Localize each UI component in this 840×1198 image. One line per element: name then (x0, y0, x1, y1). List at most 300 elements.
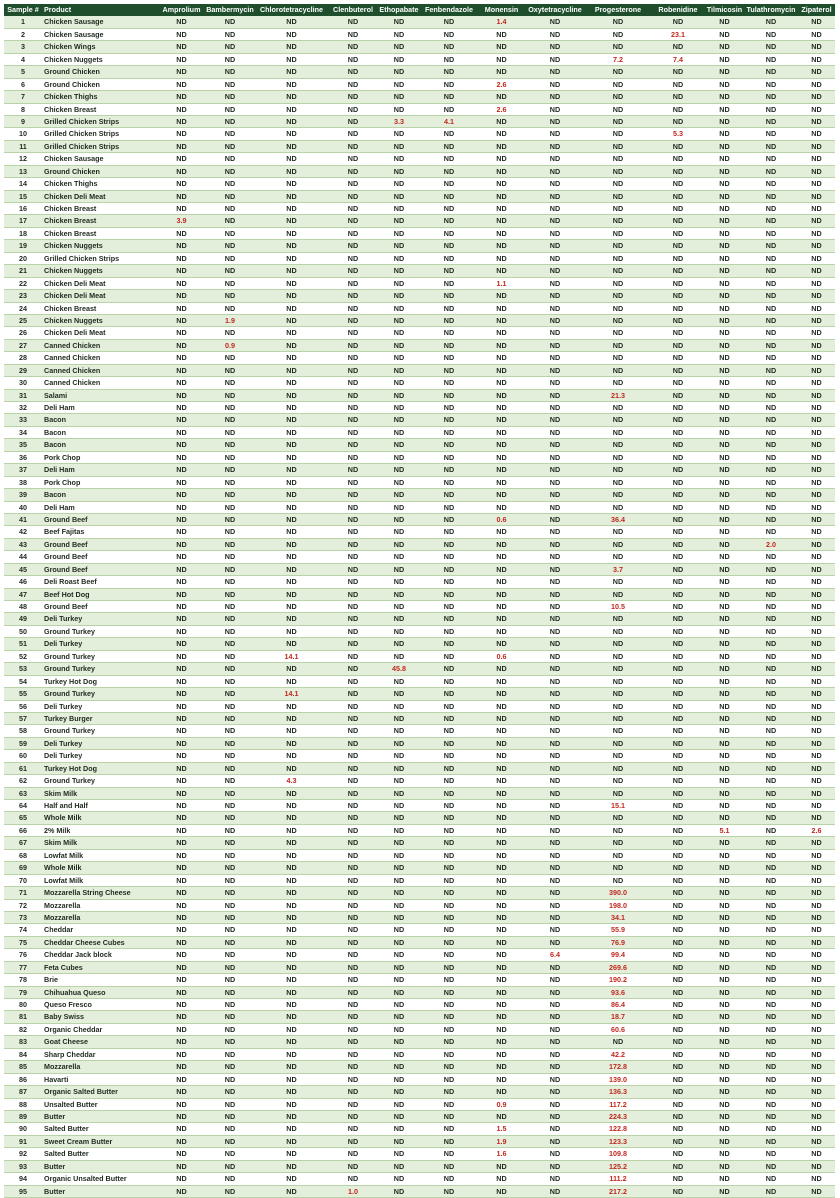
chlorotetracycline-cell: ND (255, 327, 328, 339)
robenidine-cell: ND (651, 999, 705, 1011)
monensin-cell: ND (478, 203, 525, 215)
progesterone-cell: 139.0 (585, 1073, 651, 1085)
ethopabate-cell: ND (378, 389, 420, 401)
product-cell: Butter (42, 1160, 158, 1172)
tulathromycin-cell: ND (744, 1036, 798, 1048)
oxytetracycline-cell: ND (525, 986, 585, 998)
product-cell: Chicken Sausage (42, 16, 158, 28)
amprolium-cell: ND (158, 1148, 205, 1160)
zipaterol-cell: ND (798, 41, 835, 53)
chlorotetracycline-cell: ND (255, 464, 328, 476)
tilmicosin-cell: ND (705, 874, 744, 886)
ethopabate-cell: ND (378, 352, 420, 364)
tulathromycin-cell: ND (744, 625, 798, 637)
chlorotetracycline-cell: ND (255, 999, 328, 1011)
fenbendazole-cell: ND (420, 178, 478, 190)
bambermycin-cell: ND (205, 190, 255, 202)
tilmicosin-cell: ND (705, 1098, 744, 1110)
fenbendazole-cell: ND (420, 128, 478, 140)
progesterone-cell: ND (585, 41, 651, 53)
sample-number-cell: 31 (4, 389, 42, 401)
monensin-cell: ND (478, 526, 525, 538)
monensin-cell: ND (478, 402, 525, 414)
amprolium-cell: ND (158, 949, 205, 961)
fenbendazole-cell: ND (420, 526, 478, 538)
ethopabate-cell: ND (378, 277, 420, 289)
bambermycin-cell: ND (205, 775, 255, 787)
amprolium-cell: ND (158, 178, 205, 190)
sample-number-cell: 44 (4, 551, 42, 563)
amprolium-cell: ND (158, 1185, 205, 1197)
tilmicosin-cell: ND (705, 501, 744, 513)
progesterone-cell: ND (585, 576, 651, 588)
oxytetracycline-cell: ND (525, 203, 585, 215)
tulathromycin-cell: ND (744, 1098, 798, 1110)
monensin-cell: ND (478, 414, 525, 426)
product-cell: Ground Beef (42, 563, 158, 575)
sample-number-cell: 18 (4, 227, 42, 239)
monensin-cell: ND (478, 178, 525, 190)
bambermycin-cell: ND (205, 402, 255, 414)
tulathromycin-cell: ND (744, 91, 798, 103)
bambermycin-cell: ND (205, 787, 255, 799)
clenbuterol-cell: ND (328, 924, 378, 936)
sample-number-cell: 25 (4, 314, 42, 326)
progesterone-cell: 224.3 (585, 1110, 651, 1122)
progesterone-cell: 42.2 (585, 1048, 651, 1060)
fenbendazole-cell: ND (420, 837, 478, 849)
tulathromycin-cell: ND (744, 650, 798, 662)
fenbendazole-cell: ND (420, 1135, 478, 1147)
fenbendazole-cell: ND (420, 800, 478, 812)
ethopabate-cell: ND (378, 252, 420, 264)
sample-number-cell: 42 (4, 526, 42, 538)
robenidine-cell: ND (651, 41, 705, 53)
sample-number-cell: 5 (4, 66, 42, 78)
robenidine-cell: ND (651, 389, 705, 401)
oxytetracycline-cell: ND (525, 824, 585, 836)
table-row (4, 787, 835, 799)
table-row (4, 1036, 835, 1048)
robenidine-cell: ND (651, 103, 705, 115)
zipaterol-cell: ND (798, 961, 835, 973)
zipaterol-cell: ND (798, 178, 835, 190)
oxytetracycline-cell: ND (525, 513, 585, 525)
ethopabate-cell: ND (378, 837, 420, 849)
clenbuterol-cell: ND (328, 1023, 378, 1035)
robenidine-cell: ND (651, 140, 705, 152)
product-cell: Butter (42, 1110, 158, 1122)
zipaterol-cell: ND (798, 377, 835, 389)
monensin-cell: ND (478, 812, 525, 824)
zipaterol-cell: ND (798, 625, 835, 637)
monensin-cell: ND (478, 999, 525, 1011)
monensin-cell: ND (478, 1023, 525, 1035)
robenidine-cell: ND (651, 1011, 705, 1023)
clenbuterol-cell: ND (328, 66, 378, 78)
amprolium-cell: ND (158, 1011, 205, 1023)
ethopabate-cell: ND (378, 165, 420, 177)
progesterone-cell: ND (585, 464, 651, 476)
bambermycin-cell: ND (205, 115, 255, 127)
bambermycin-cell: ND (205, 128, 255, 140)
robenidine-cell: ND (651, 737, 705, 749)
amprolium-cell: ND (158, 538, 205, 550)
oxytetracycline-cell: ND (525, 1061, 585, 1073)
fenbendazole-cell: ND (420, 215, 478, 227)
ethopabate-cell: ND (378, 924, 420, 936)
tulathromycin-cell: ND (744, 165, 798, 177)
tilmicosin-cell: ND (705, 812, 744, 824)
bambermycin-cell: ND (205, 849, 255, 861)
bambermycin-cell: ND (205, 240, 255, 252)
oxytetracycline-cell: ND (525, 563, 585, 575)
monensin-cell: ND (478, 327, 525, 339)
clenbuterol-cell: ND (328, 414, 378, 426)
ethopabate-cell: ND (378, 215, 420, 227)
sample-number-cell: 4 (4, 53, 42, 65)
chlorotetracycline-cell: ND (255, 750, 328, 762)
product-cell: Beef Hot Dog (42, 588, 158, 600)
amprolium-cell: ND (158, 364, 205, 376)
ethopabate-cell: ND (378, 775, 420, 787)
monensin-cell: ND (478, 737, 525, 749)
chlorotetracycline-cell: ND (255, 140, 328, 152)
progesterone-cell: 198.0 (585, 899, 651, 911)
fenbendazole-cell: ND (420, 949, 478, 961)
zipaterol-cell: ND (798, 601, 835, 613)
tilmicosin-cell: ND (705, 426, 744, 438)
oxytetracycline-cell: ND (525, 339, 585, 351)
table-row (4, 601, 835, 613)
progesterone-cell: ND (585, 824, 651, 836)
zipaterol-cell: ND (798, 887, 835, 899)
fenbendazole-cell: ND (420, 240, 478, 252)
tilmicosin-cell: ND (705, 1160, 744, 1172)
progesterone-cell: ND (585, 762, 651, 774)
table-row (4, 974, 835, 986)
bambermycin-cell: ND (205, 1160, 255, 1172)
oxytetracycline-cell: ND (525, 961, 585, 973)
amprolium-cell: ND (158, 551, 205, 563)
amprolium-cell: ND (158, 352, 205, 364)
table-row (4, 800, 835, 812)
fenbendazole-cell: ND (420, 513, 478, 525)
clenbuterol-cell: ND (328, 650, 378, 662)
clenbuterol-cell: ND (328, 501, 378, 513)
fenbendazole-cell: ND (420, 1011, 478, 1023)
chlorotetracycline-cell: ND (255, 1011, 328, 1023)
clenbuterol-cell: ND (328, 737, 378, 749)
tulathromycin-cell: ND (744, 28, 798, 40)
tilmicosin-cell: ND (705, 1023, 744, 1035)
ethopabate-cell: ND (378, 737, 420, 749)
tulathromycin-cell: ND (744, 16, 798, 28)
chlorotetracycline-cell: ND (255, 725, 328, 737)
chlorotetracycline-cell: ND (255, 153, 328, 165)
amprolium-cell: ND (158, 837, 205, 849)
ethopabate-cell: ND (378, 265, 420, 277)
table-row (4, 227, 835, 239)
tilmicosin-cell: ND (705, 936, 744, 948)
clenbuterol-cell: ND (328, 936, 378, 948)
bambermycin-cell: ND (205, 538, 255, 550)
tilmicosin-cell: ND (705, 240, 744, 252)
sample-number-cell: 70 (4, 874, 42, 886)
bambermycin-cell: ND (205, 650, 255, 662)
bambermycin-cell: ND (205, 961, 255, 973)
amprolium-cell: ND (158, 1123, 205, 1135)
ethopabate-cell: ND (378, 128, 420, 140)
robenidine-cell: ND (651, 787, 705, 799)
table-row (4, 265, 835, 277)
product-cell: Chicken Deli Meat (42, 327, 158, 339)
monensin-cell: 1.9 (478, 1135, 525, 1147)
tilmicosin-cell: ND (705, 290, 744, 302)
table-row (4, 849, 835, 861)
product-cell: Canned Chicken (42, 377, 158, 389)
oxytetracycline-cell: ND (525, 252, 585, 264)
sample-number-cell: 48 (4, 601, 42, 613)
table-row (4, 240, 835, 252)
bambermycin-cell: ND (205, 887, 255, 899)
fenbendazole-cell: ND (420, 1023, 478, 1035)
product-cell: Deli Turkey (42, 613, 158, 625)
bambermycin-cell: ND (205, 1123, 255, 1135)
clenbuterol-cell: ND (328, 16, 378, 28)
chlorotetracycline-cell: ND (255, 53, 328, 65)
chlorotetracycline-cell: ND (255, 887, 328, 899)
fenbendazole-cell: ND (420, 364, 478, 376)
zipaterol-cell: ND (798, 227, 835, 239)
clenbuterol-cell: ND (328, 613, 378, 625)
oxytetracycline-cell: ND (525, 911, 585, 923)
chlorotetracycline-cell: ND (255, 302, 328, 314)
robenidine-cell: ND (651, 1086, 705, 1098)
monensin-cell: 0.6 (478, 513, 525, 525)
clenbuterol-cell: ND (328, 949, 378, 961)
bambermycin-cell: ND (205, 451, 255, 463)
chlorotetracycline-cell: ND (255, 800, 328, 812)
fenbendazole-cell: ND (420, 314, 478, 326)
tulathromycin-cell: ND (744, 290, 798, 302)
table-row (4, 426, 835, 438)
ethopabate-cell: 45.8 (378, 663, 420, 675)
chlorotetracycline-cell: ND (255, 613, 328, 625)
tulathromycin-cell: ND (744, 663, 798, 675)
chlorotetracycline-cell: ND (255, 1135, 328, 1147)
oxytetracycline-cell: ND (525, 1110, 585, 1122)
robenidine-cell: ND (651, 78, 705, 90)
tilmicosin-cell: ND (705, 1110, 744, 1122)
ethopabate-cell: ND (378, 439, 420, 451)
table-row (4, 725, 835, 737)
chlorotetracycline-cell: ND (255, 290, 328, 302)
zipaterol-cell: ND (798, 1110, 835, 1122)
product-cell: Havarti (42, 1073, 158, 1085)
tilmicosin-cell: ND (705, 115, 744, 127)
monensin-cell: ND (478, 936, 525, 948)
progesterone-cell: 122.8 (585, 1123, 651, 1135)
tilmicosin-cell: ND (705, 1048, 744, 1060)
tulathromycin-cell: ND (744, 190, 798, 202)
tilmicosin-cell: ND (705, 389, 744, 401)
oxytetracycline-cell: ND (525, 190, 585, 202)
clenbuterol-cell: ND (328, 265, 378, 277)
robenidine-cell: ND (651, 1123, 705, 1135)
bambermycin-cell: ND (205, 377, 255, 389)
monensin-cell: ND (478, 787, 525, 799)
ethopabate-cell: ND (378, 787, 420, 799)
robenidine-cell: ND (651, 675, 705, 687)
column-header-progesterone: Progesterone (585, 4, 651, 16)
sample-number-cell: 11 (4, 140, 42, 152)
bambermycin-cell: ND (205, 53, 255, 65)
zipaterol-cell: ND (798, 451, 835, 463)
tilmicosin-cell: ND (705, 800, 744, 812)
progesterone-cell: ND (585, 165, 651, 177)
monensin-cell: ND (478, 1173, 525, 1185)
table-row (4, 538, 835, 550)
table-row (4, 775, 835, 787)
amprolium-cell: ND (158, 426, 205, 438)
oxytetracycline-cell: ND (525, 538, 585, 550)
ethopabate-cell: ND (378, 812, 420, 824)
ethopabate-cell: ND (378, 227, 420, 239)
zipaterol-cell: ND (798, 364, 835, 376)
clenbuterol-cell: ND (328, 215, 378, 227)
amprolium-cell: ND (158, 700, 205, 712)
tulathromycin-cell: ND (744, 787, 798, 799)
product-cell: Chicken Deli Meat (42, 190, 158, 202)
robenidine-cell: ND (651, 277, 705, 289)
robenidine-cell: ND (651, 824, 705, 836)
sample-number-cell: 30 (4, 377, 42, 389)
tilmicosin-cell: ND (705, 252, 744, 264)
tilmicosin-cell: ND (705, 439, 744, 451)
ethopabate-cell: ND (378, 538, 420, 550)
table-row (4, 165, 835, 177)
clenbuterol-cell: ND (328, 1148, 378, 1160)
chlorotetracycline-cell: ND (255, 911, 328, 923)
bambermycin-cell: ND (205, 1086, 255, 1098)
table-row (4, 874, 835, 886)
table-row (4, 103, 835, 115)
clenbuterol-cell: ND (328, 887, 378, 899)
amprolium-cell: ND (158, 290, 205, 302)
zipaterol-cell: ND (798, 700, 835, 712)
amprolium-cell: ND (158, 1086, 205, 1098)
product-cell: Brie (42, 974, 158, 986)
table-row (4, 551, 835, 563)
tilmicosin-cell: ND (705, 563, 744, 575)
progesterone-cell: ND (585, 489, 651, 501)
robenidine-cell: ND (651, 464, 705, 476)
tilmicosin-cell: ND (705, 352, 744, 364)
tilmicosin-cell: ND (705, 762, 744, 774)
chlorotetracycline-cell: ND (255, 414, 328, 426)
table-row (4, 302, 835, 314)
product-cell: Beef Fajitas (42, 526, 158, 538)
robenidine-cell: ND (651, 165, 705, 177)
progesterone-cell: 123.3 (585, 1135, 651, 1147)
robenidine-cell: ND (651, 750, 705, 762)
fenbendazole-cell: ND (420, 352, 478, 364)
monensin-cell: ND (478, 775, 525, 787)
zipaterol-cell: ND (798, 252, 835, 264)
tulathromycin-cell: ND (744, 1110, 798, 1122)
fenbendazole-cell: ND (420, 887, 478, 899)
bambermycin-cell: ND (205, 800, 255, 812)
fenbendazole-cell: ND (420, 252, 478, 264)
sample-number-cell: 34 (4, 426, 42, 438)
sample-number-cell: 6 (4, 78, 42, 90)
column-header-oxytetracycline: Oxytetracycline (525, 4, 585, 16)
oxytetracycline-cell: ND (525, 364, 585, 376)
fenbendazole-cell: ND (420, 165, 478, 177)
amprolium-cell: ND (158, 849, 205, 861)
table-row (4, 737, 835, 749)
fenbendazole-cell: ND (420, 762, 478, 774)
fenbendazole-cell: ND (420, 688, 478, 700)
sample-number-cell: 73 (4, 911, 42, 923)
zipaterol-cell: ND (798, 140, 835, 152)
zipaterol-cell: ND (798, 588, 835, 600)
sample-number-cell: 72 (4, 899, 42, 911)
fenbendazole-cell: ND (420, 227, 478, 239)
product-cell: Bacon (42, 426, 158, 438)
tilmicosin-cell: ND (705, 588, 744, 600)
sample-number-cell: 46 (4, 576, 42, 588)
amprolium-cell: ND (158, 489, 205, 501)
zipaterol-cell: ND (798, 53, 835, 65)
bambermycin-cell: ND (205, 986, 255, 998)
ethopabate-cell: ND (378, 688, 420, 700)
ethopabate-cell: ND (378, 1011, 420, 1023)
sample-number-cell: 51 (4, 638, 42, 650)
bambermycin-cell: ND (205, 414, 255, 426)
monensin-cell: 1.4 (478, 16, 525, 28)
clenbuterol-cell: ND (328, 1073, 378, 1085)
sample-number-cell: 3 (4, 41, 42, 53)
sample-number-cell: 79 (4, 986, 42, 998)
sample-number-cell: 54 (4, 675, 42, 687)
zipaterol-cell: ND (798, 1148, 835, 1160)
table-row (4, 190, 835, 202)
zipaterol-cell: ND (798, 1011, 835, 1023)
chlorotetracycline-cell: ND (255, 787, 328, 799)
progesterone-cell: ND (585, 688, 651, 700)
chlorotetracycline-cell: ND (255, 899, 328, 911)
fenbendazole-cell: ND (420, 613, 478, 625)
clenbuterol-cell: ND (328, 1061, 378, 1073)
table-row (4, 414, 835, 426)
chlorotetracycline-cell: ND (255, 402, 328, 414)
bambermycin-cell: ND (205, 66, 255, 78)
tilmicosin-cell: ND (705, 190, 744, 202)
bambermycin-cell: ND (205, 899, 255, 911)
product-cell: Feta Cubes (42, 961, 158, 973)
clenbuterol-cell: ND (328, 601, 378, 613)
amprolium-cell: ND (158, 402, 205, 414)
monensin-cell: ND (478, 352, 525, 364)
chlorotetracycline-cell: ND (255, 476, 328, 488)
zipaterol-cell: ND (798, 240, 835, 252)
fenbendazole-cell: ND (420, 538, 478, 550)
product-cell: Deli Ham (42, 464, 158, 476)
progesterone-cell: ND (585, 203, 651, 215)
clenbuterol-cell: ND (328, 638, 378, 650)
